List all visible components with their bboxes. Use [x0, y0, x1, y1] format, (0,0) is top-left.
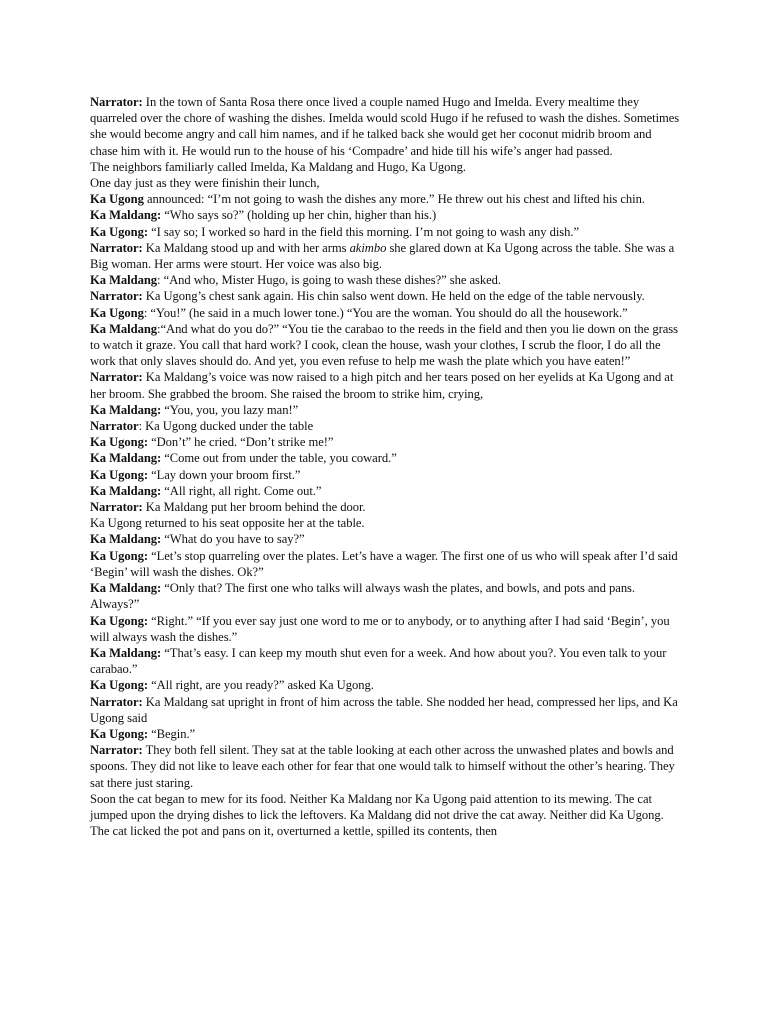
- paragraph-text: Ka Ugong’s chest sank again. His chin salso went down. He held on the edge of the table nervously.: [142, 289, 645, 304]
- speaker-label: Ka Maldang: [90, 273, 158, 288]
- italic-word: akimbo: [349, 240, 387, 255]
- speaker-label: Narrator:: [90, 370, 143, 385]
- paragraph-text: Soon the cat began to mew for its food. Neither Ka Maldang nor Ka Ugong paid attention to its mewing. The cat jumped upon the drying dishes to lick the leftovers. Ka Maldang did not drive the cat away. Neither did Ka Ugong. The cat licked the pot and pans on it, overturned a kettle, spilled its contents, then: [90, 791, 664, 839]
- speaker-label: Ka Maldang:: [90, 581, 162, 596]
- paragraph: [90, 515, 680, 531]
- paragraph-text: In the town of Santa Rosa there once lived a couple named Hugo and Imelda. Every mealtime they quarreled over the chore of washing the dishes. Imelda would scold Hugo if he refused to wash the dishes. Sometimes she would become angry and call him names, and if he talked back she would get her coconut midrib broom and chase him with it. He would run to the house of his ‘Compadre’ and hide till his wife’s anger had passed.: [90, 95, 680, 158]
- paragraph-text: announced: “I’m not going to wash the dishes any more.” He threw out his chest and lifted his chin.: [143, 192, 645, 207]
- paragraph: [90, 305, 680, 321]
- speaker-label: Ka Maldang: [90, 321, 158, 336]
- paragraph: [90, 207, 680, 223]
- speaker-label: Narrator:: [90, 500, 143, 515]
- paragraph: [90, 418, 680, 434]
- paragraph-text: Ka Maldang’s voice was now raised to a high pitch and her tears posed on her eyelids at Ka Ugong and at her broom. She grabbed the broom. She raised the broom to strike him, crying,: [90, 370, 674, 401]
- paragraph: [90, 580, 680, 612]
- paragraph: [90, 159, 680, 175]
- paragraph-text: “That’s easy. I can keep my mouth shut even for a week. And how about you?. You even talk to your carabao.”: [90, 645, 667, 677]
- paragraph-text: “Begin.”: [147, 726, 196, 741]
- speaker-label: Ka Ugong:: [90, 613, 148, 628]
- paragraph: [90, 677, 680, 693]
- paragraph: [90, 726, 680, 742]
- paragraph-text: “Don’t” he cried. “Don’t strike me!”: [147, 435, 334, 450]
- speaker-label: Ka Ugong:: [90, 548, 148, 563]
- paragraph: [90, 321, 680, 370]
- paragraph: [90, 94, 680, 159]
- speaker-label: Narrator:: [90, 240, 143, 255]
- paragraph-text: : Ka Ugong ducked under the table: [138, 419, 314, 434]
- speaker-label: Ka Maldang:: [90, 645, 162, 660]
- paragraph-text: Ka Maldang stood up and with her arms: [142, 240, 350, 255]
- paragraph: [90, 272, 680, 288]
- paragraph-text: One day just as they were finishin their lunch,: [90, 176, 320, 191]
- paragraph-text: “Who says so?” (holding up her chin, higher than his.): [161, 208, 437, 223]
- document-page: [90, 94, 680, 839]
- speaker-label: Narrator: [90, 419, 139, 434]
- paragraph-text: Ka Maldang sat upright in front of him across the table. She nodded her head, compressed her lips, and Ka Ugong said: [90, 694, 678, 725]
- paragraph-text-continued: she glared down at Ka Ugong across the table. She was a Big woman. Her arms were stourt. Her voice was also big.: [90, 240, 675, 272]
- paragraph: [90, 531, 680, 547]
- paragraph: [90, 613, 680, 645]
- paragraph: [90, 742, 680, 791]
- paragraph-text: :“And what do you do?” “You tie the carabao to the reeds in the field and then you lie down on the grass to watch it graze. You call that hard work? I cook, clean the house, wash your clothes, I scrub the floor, I do all the work that only slaves should do. And yet, you even refuse to help me wash the plate which you have eaten!”: [90, 321, 678, 369]
- paragraph-text: “All right, all right. Come out.”: [161, 483, 322, 498]
- speaker-label: Ka Ugong:: [90, 435, 148, 450]
- speaker-label: Ka Ugong:: [90, 678, 148, 693]
- paragraph-text: Ka Ugong returned to his seat opposite her at the table.: [90, 516, 365, 531]
- paragraph: [90, 224, 680, 240]
- speaker-label: Ka Ugong:: [90, 726, 148, 741]
- paragraph: [90, 499, 680, 515]
- speaker-label: Narrator:: [90, 694, 143, 709]
- speaker-label: Ka Maldang:: [90, 402, 162, 417]
- paragraph: [90, 791, 680, 840]
- paragraph: [90, 694, 680, 726]
- paragraph-text: “Only that? The first one who talks will always wash the plates, and bowls, and pots and pans. Always?”: [90, 581, 636, 612]
- paragraph-text: “Right.” “If you ever say just one word to me or to anybody, or to anything after I had said ‘Begin’, you will always wash the dishes.”: [90, 613, 670, 644]
- speaker-label: Ka Maldang:: [90, 483, 162, 498]
- paragraph-text: : “And who, Mister Hugo, is going to wash these dishes?” she asked.: [157, 273, 502, 288]
- paragraph: [90, 240, 680, 272]
- paragraph-text: “All right, are you ready?” asked Ka Ugong.: [147, 678, 374, 693]
- speaker-label: Ka Maldang:: [90, 208, 162, 223]
- paragraph-text: They both fell silent. They sat at the table looking at each other across the unwashed plates and bowls and spoons. They did not like to leave each other for fear that one would talk to himself without the other’s hearing. They sat there just staring.: [90, 743, 675, 790]
- speaker-label: Narrator:: [90, 289, 143, 304]
- paragraph: [90, 467, 680, 483]
- paragraph-text: “I say so; I worked so hard in the field this morning. I’m not going to wash any dish.”: [147, 224, 580, 239]
- paragraph: [90, 483, 680, 499]
- paragraph: [90, 369, 680, 401]
- paragraph-text: “You, you, you lazy man!”: [161, 402, 299, 417]
- paragraph-text: “Come out from under the table, you coward.”: [161, 451, 397, 466]
- paragraph: [90, 645, 680, 677]
- paragraph: [90, 288, 680, 304]
- paragraph: [90, 175, 680, 191]
- speaker-label: Ka Ugong: [90, 192, 144, 207]
- speaker-label: Ka Ugong:: [90, 224, 148, 239]
- speaker-label: Ka Ugong: [90, 305, 144, 320]
- speaker-label: Ka Maldang:: [90, 451, 162, 466]
- paragraph: [90, 402, 680, 418]
- paragraph: [90, 191, 680, 207]
- paragraph: [90, 548, 680, 580]
- paragraph-text: The neighbors familiarly called Imelda, Ka Maldang and Hugo, Ka Ugong.: [90, 159, 466, 174]
- speaker-label: Ka Maldang:: [90, 532, 162, 547]
- paragraph-text: : “You!” (he said in a much lower tone.) “You are the woman. You should do all the housework.”: [143, 305, 628, 320]
- paragraph: [90, 450, 680, 466]
- paragraph-text: “Let’s stop quarreling over the plates. Let’s have a wager. The first one of us who will speak after I’d said ‘Begin’ will wash the dishes. Ok?”: [90, 548, 678, 579]
- speaker-label: Narrator:: [90, 743, 143, 758]
- paragraph-text: “Lay down your broom first.”: [147, 467, 301, 482]
- paragraph-text: Ka Maldang put her broom behind the door.: [142, 500, 366, 515]
- paragraph: [90, 434, 680, 450]
- speaker-label: Narrator:: [90, 95, 143, 109]
- speaker-label: Ka Ugong:: [90, 467, 148, 482]
- paragraph-text: “What do you have to say?”: [161, 532, 305, 547]
